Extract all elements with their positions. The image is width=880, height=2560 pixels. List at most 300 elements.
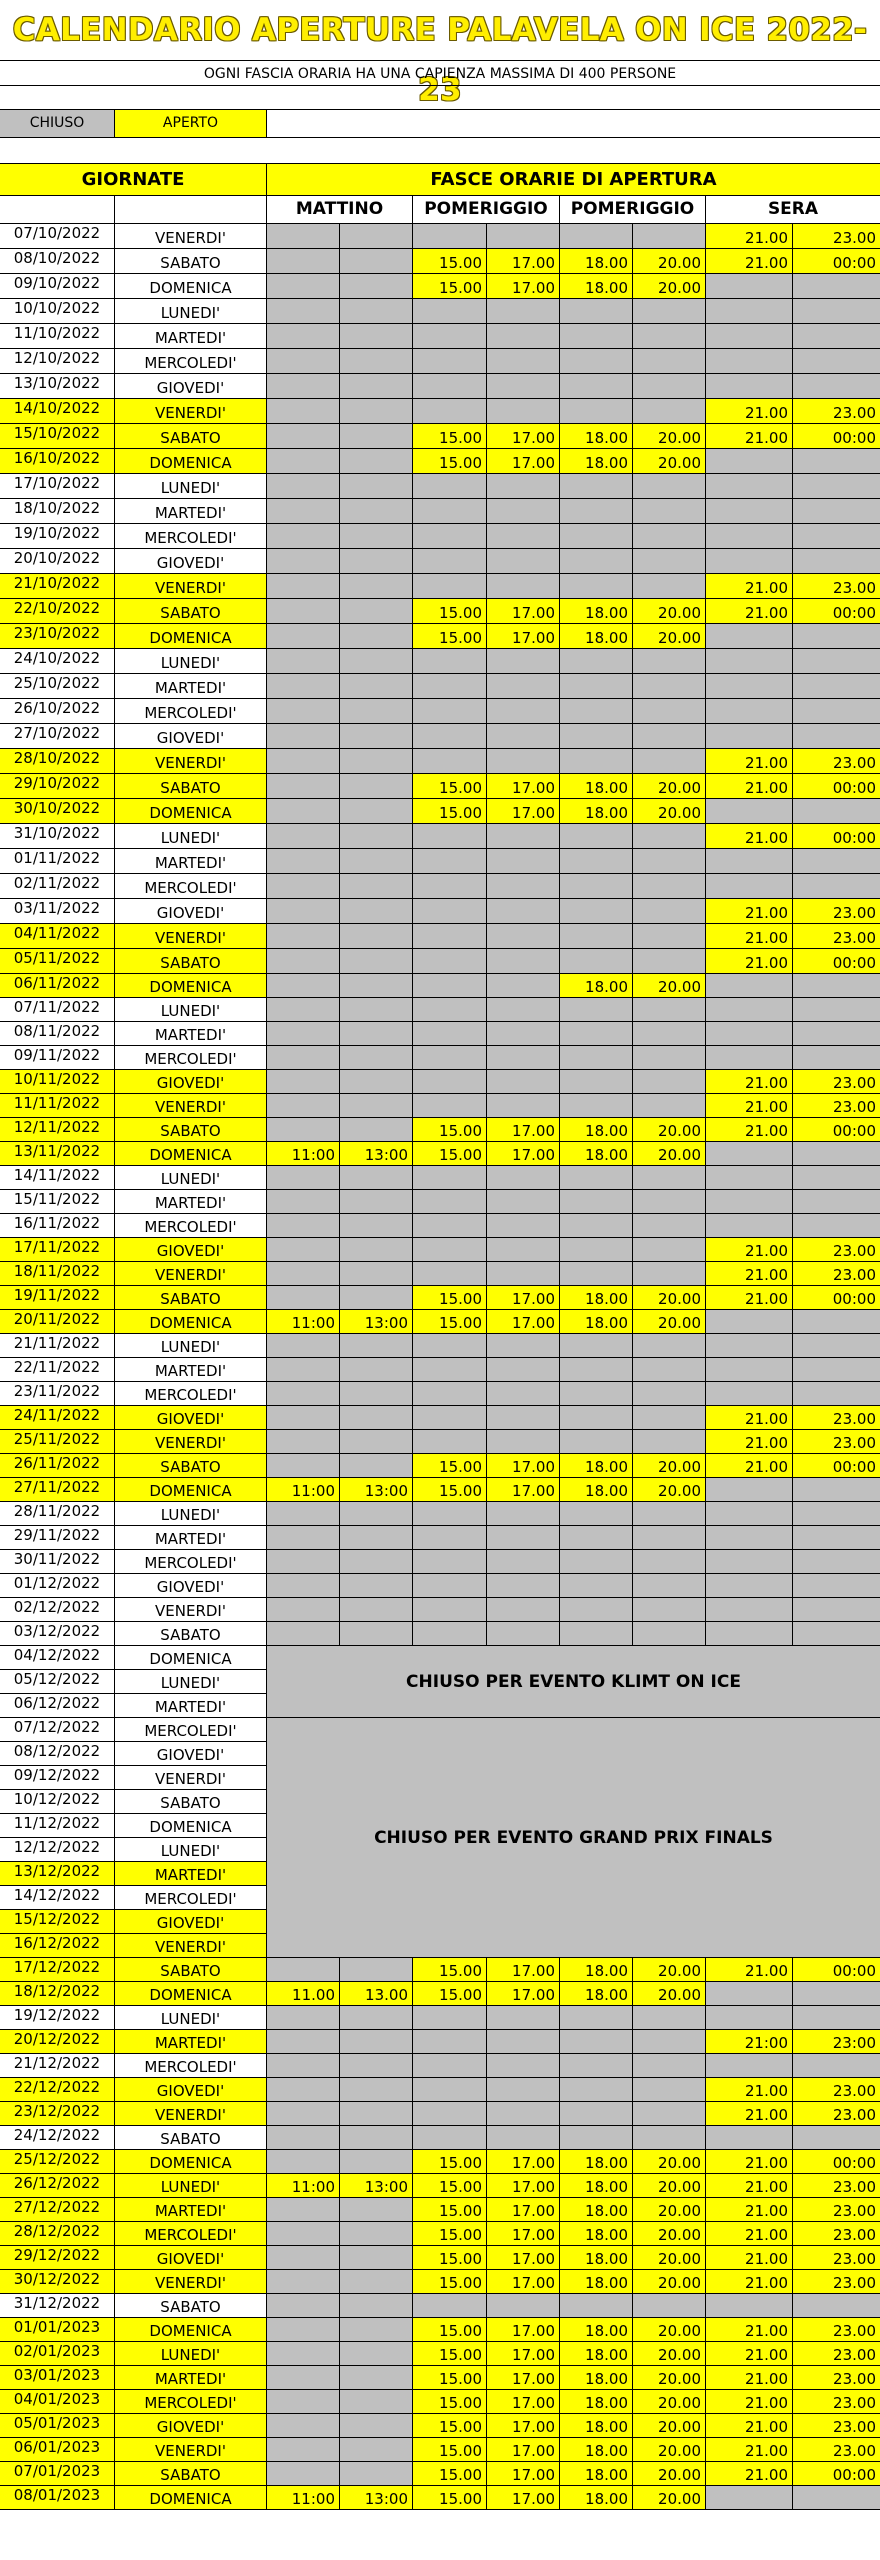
table-row [0,2054,880,2078]
table-row [0,2294,880,2318]
time-slot-cell: 00:00 [793,1958,880,1981]
time-slot-cell [267,1334,340,1357]
time-slot-cell: 21.00 [706,2318,793,2341]
time-slot-cell [560,874,633,898]
time-slot-cell: 21.00 [706,924,793,948]
header-fasce-orarie: FASCE ORARIE DI APERTURA [430,169,717,190]
time-slot-cell: 00:00 [793,949,880,973]
time-slot-cell [267,1238,340,1261]
time-slot-cell [413,2054,487,2077]
time-slot-cell: 11.00 [267,1982,340,2005]
weekday-cell: GIOVEDI' [115,549,267,573]
weekday-cell: DOMENICA [115,274,267,298]
date-cell: 05/11/2022 [0,949,115,973]
time-slot-cell [267,2006,340,2029]
time-slot-cell [633,2126,706,2149]
time-slot-cell: 17.00 [487,2150,560,2173]
time-slot-cell: 15.00 [413,2438,487,2461]
weekday-cell: VENERDI' [115,2102,267,2125]
header-blank-date [0,196,115,223]
date-cell: 22/10/2022 [0,599,115,623]
weekday-cell: LUNEDI' [115,1670,267,1693]
table-row [0,549,880,574]
table-row [0,1046,880,1070]
time-slot-cell [793,324,880,348]
time-slot-cell: 21.00 [706,2222,793,2245]
time-slot-cell [487,674,560,698]
time-slot-cell [793,374,880,398]
time-slot-cell: 21.00 [706,249,793,273]
time-slot-cell [793,1142,880,1165]
time-slot-cell [706,349,793,373]
weekday-cell: LUNEDI' [115,1166,267,1189]
table-row [0,874,880,899]
time-slot-cell [706,799,793,823]
table-row [0,599,880,624]
time-slot-cell [560,2054,633,2077]
time-slot-cell: 23.00 [793,1094,880,1117]
time-slot-cell [267,2246,340,2269]
time-slot-cell [340,2222,413,2245]
time-slot-cell [340,2054,413,2077]
weekday-cell: MARTEDI' [115,849,267,873]
date-cell: 19/11/2022 [0,1286,115,1309]
time-slot-cell [706,1166,793,1189]
time-slot-cell [706,299,793,323]
time-slot-cell [413,1430,487,1453]
weekday-cell: VENERDI' [115,749,267,773]
time-slot-cell [413,2102,487,2125]
table-row [0,2462,880,2486]
date-cell: 26/12/2022 [0,2174,115,2197]
weekday-cell: GIOVEDI' [115,1406,267,1429]
weekday-cell: DOMENICA [115,799,267,823]
time-slot-cell [340,2246,413,2269]
time-slot-cell: 21.00 [706,1070,793,1093]
date-cell: 29/11/2022 [0,1526,115,1549]
time-slot-cell [633,724,706,748]
time-slot-cell [267,1070,340,1093]
time-slot-cell [340,2126,413,2149]
time-slot-cell: 23.00 [793,2246,880,2269]
weekday-cell: DOMENICA [115,1478,267,1501]
time-slot-cell: 17.00 [487,424,560,448]
time-slot-cell [793,1214,880,1237]
time-slot-cell: 11:00 [267,1142,340,1165]
time-slot-cell [487,649,560,673]
time-slot-cell: 15.00 [413,424,487,448]
time-slot-cell [267,549,340,573]
date-cell: 06/11/2022 [0,974,115,997]
time-slot-cell [706,524,793,548]
time-slot-cell: 15.00 [413,599,487,623]
time-slot-cell: 20.00 [633,2390,706,2413]
time-slot-cell [267,299,340,323]
date-cell: 28/12/2022 [0,2222,115,2245]
time-slot-cell [706,699,793,723]
time-slot-cell [706,1622,793,1645]
header-pomeriggio-2: POMERIGGIO [560,196,706,223]
time-slot-cell [340,998,413,1021]
time-slot-cell [340,624,413,648]
time-slot-cell: 17.00 [487,799,560,823]
date-cell: 05/01/2023 [0,2414,115,2437]
date-cell: 16/10/2022 [0,449,115,473]
time-slot-cell [340,424,413,448]
time-slot-cell: 18.00 [560,2366,633,2389]
time-slot-cell [413,1574,487,1597]
date-cell: 28/11/2022 [0,1502,115,1525]
time-slot-cell [487,524,560,548]
time-slot-cell: 21.00 [706,1430,793,1453]
time-slot-cell [487,1214,560,1237]
time-slot-cell: 18.00 [560,1982,633,2005]
time-slot-cell: 15.00 [413,1982,487,2005]
time-slot-cell: 18.00 [560,274,633,298]
weekday-cell: DOMENICA [115,624,267,648]
time-slot-cell [267,2414,340,2437]
table-row [0,749,880,774]
time-slot-cell [487,1022,560,1045]
header-row-main [0,164,880,196]
time-slot-cell [413,1262,487,1285]
table-row [0,1502,880,1526]
time-slot-cell [633,674,706,698]
time-slot-cell: 20.00 [633,2318,706,2341]
time-slot-cell [560,674,633,698]
header-blank-day [115,196,267,223]
time-slot-cell: 20.00 [633,449,706,473]
time-slot-cell: 15.00 [413,799,487,823]
time-slot-cell [340,324,413,348]
time-slot-cell [340,749,413,773]
weekday-cell: LUNEDI' [115,1838,267,1861]
time-slot-cell [633,1430,706,1453]
time-slot-cell: 20.00 [633,2342,706,2365]
time-slot-cell [706,1598,793,1621]
time-slot-cell [560,824,633,848]
time-slot-cell [560,324,633,348]
time-slot-cell [560,299,633,323]
time-slot-cell [633,824,706,848]
time-slot-cell [487,899,560,923]
time-slot-cell: 21.00 [706,1958,793,1981]
table-row [0,1550,880,1574]
time-slot-cell [560,1502,633,1525]
time-slot-cell: 23.00 [793,2078,880,2101]
time-slot-cell [706,1190,793,1213]
date-cell: 27/11/2022 [0,1478,115,1501]
table-row [0,2126,880,2150]
date-cell: 23/12/2022 [0,2102,115,2125]
time-slot-cell [706,374,793,398]
time-slot-cell [267,1526,340,1549]
time-slot-cell [706,1550,793,1573]
time-slot-cell: 18.00 [560,599,633,623]
time-slot-cell: 15.00 [413,1958,487,1981]
time-slot-cell [706,1358,793,1381]
time-slot-cell: 18.00 [560,1478,633,1501]
weekday-cell: MARTEDI' [115,1694,267,1717]
time-slot-cell [487,1094,560,1117]
time-slot-cell: 17.00 [487,599,560,623]
time-slot-cell [340,2366,413,2389]
time-slot-cell: 13:00 [340,1142,413,1165]
time-slot-cell [413,2126,487,2149]
time-slot-cell [487,474,560,498]
closed-event-block: CHIUSO PER EVENTO KLIMT ON ICE [267,1646,880,1718]
time-slot-cell [267,224,340,248]
time-slot-cell [413,1598,487,1621]
time-slot-cell: 15.00 [413,2150,487,2173]
weekday-cell: GIOVEDI' [115,1574,267,1597]
time-slot-cell [267,649,340,673]
time-slot-cell [413,998,487,1021]
time-slot-cell [267,574,340,598]
time-slot-cell: 23.00 [793,2366,880,2389]
time-slot-cell [633,374,706,398]
time-slot-cell [793,1310,880,1333]
time-slot-cell: 20.00 [633,1310,706,1333]
time-slot-cell: 20.00 [633,799,706,823]
time-slot-cell [560,349,633,373]
weekday-cell: GIOVEDI' [115,2246,267,2269]
time-slot-cell [633,1574,706,1597]
time-slot-cell [633,2078,706,2101]
time-slot-cell: 18.00 [560,2318,633,2341]
time-slot-cell [487,1262,560,1285]
weekday-cell: VENERDI' [115,399,267,423]
weekday-cell: GIOVEDI' [115,374,267,398]
time-slot-cell [340,249,413,273]
time-slot-cell [560,949,633,973]
time-slot-cell [633,2030,706,2053]
time-slot-cell [413,2006,487,2029]
time-slot-cell [793,2126,880,2149]
table-row [0,1070,880,1094]
time-slot-cell [706,874,793,898]
time-slot-cell [413,224,487,248]
date-cell: 05/12/2022 [0,1670,115,1693]
time-slot-cell: 21.00 [706,2438,793,2461]
time-slot-cell [706,2054,793,2077]
time-slot-cell: 20.00 [633,424,706,448]
time-slot-cell: 17.00 [487,2462,560,2485]
time-slot-cell [487,1382,560,1405]
time-slot-cell [706,274,793,298]
table-row [0,374,880,399]
weekday-cell: GIOVEDI' [115,1742,267,1765]
time-slot-cell [340,924,413,948]
time-slot-cell: 18.00 [560,249,633,273]
time-slot-cell [267,2102,340,2125]
time-slot-cell [487,1622,560,1645]
time-slot-cell [267,2030,340,2053]
weekday-cell: DOMENICA [115,1310,267,1333]
time-slot-cell: 20.00 [633,2150,706,2173]
date-cell: 25/10/2022 [0,674,115,698]
time-slot-cell [706,1334,793,1357]
time-slot-cell [413,649,487,673]
time-slot-cell [633,2294,706,2317]
time-slot-cell: 20.00 [633,1142,706,1165]
time-slot-cell [413,1190,487,1213]
date-cell: 24/10/2022 [0,649,115,673]
table-row [0,1982,880,2006]
time-slot-cell [487,549,560,573]
time-slot-cell: 00:00 [793,2462,880,2485]
time-slot-cell [340,1622,413,1645]
table-row [0,2078,880,2102]
time-slot-cell [340,1022,413,1045]
time-slot-cell [340,2438,413,2461]
time-slot-cell [267,699,340,723]
date-cell: 20/10/2022 [0,549,115,573]
time-slot-cell: 21.00 [706,2462,793,2485]
weekday-cell: MERCOLEDI' [115,2222,267,2245]
time-slot-cell: 18.00 [560,424,633,448]
date-cell: 07/01/2023 [0,2462,115,2485]
time-slot-cell: 13:00 [340,1478,413,1501]
weekday-cell: VENERDI' [115,2438,267,2461]
time-slot-cell [267,2270,340,2293]
weekday-cell: SABATO [115,1118,267,1141]
time-slot-cell [706,2294,793,2317]
time-slot-cell [793,674,880,698]
table-row [0,2318,880,2342]
time-slot-cell: 21.00 [706,574,793,598]
time-slot-cell [793,649,880,673]
time-slot-cell [793,349,880,373]
date-cell: 21/11/2022 [0,1334,115,1357]
date-cell: 31/12/2022 [0,2294,115,2317]
time-slot-cell [340,874,413,898]
date-cell: 15/11/2022 [0,1190,115,1213]
time-slot-cell [633,1046,706,1069]
table-row [0,2006,880,2030]
time-slot-cell [487,374,560,398]
time-slot-cell [267,2198,340,2221]
time-slot-cell [413,699,487,723]
time-slot-cell [413,1238,487,1261]
time-slot-cell [413,399,487,423]
time-slot-cell [793,2006,880,2029]
time-slot-cell [267,2222,340,2245]
time-slot-cell: 15.00 [413,1118,487,1141]
time-slot-cell [793,1046,880,1069]
time-slot-cell [267,899,340,923]
closed-event-block: CHIUSO PER EVENTO GRAND PRIX FINALS [267,1718,880,1958]
time-slot-cell [340,349,413,373]
weekday-cell: MERCOLEDI' [115,874,267,898]
time-slot-cell [560,2294,633,2317]
time-slot-cell: 18.00 [560,449,633,473]
table-row [0,2198,880,2222]
time-slot-cell [560,749,633,773]
time-slot-cell: 17.00 [487,1142,560,1165]
time-slot-cell: 18.00 [560,1958,633,1981]
table-row [0,224,880,249]
weekday-cell: MARTEDI' [115,1526,267,1549]
weekday-cell: DOMENICA [115,974,267,997]
date-cell: 22/12/2022 [0,2078,115,2101]
weekday-cell: DOMENICA [115,1982,267,2005]
date-cell: 10/11/2022 [0,1070,115,1093]
time-slot-cell [793,1574,880,1597]
time-slot-cell [560,1406,633,1429]
time-slot-cell [340,799,413,823]
weekday-cell: LUNEDI' [115,2174,267,2197]
date-cell: 07/11/2022 [0,998,115,1021]
time-slot-cell: 21.00 [706,949,793,973]
time-slot-cell: 15.00 [413,2390,487,2413]
time-slot-cell [793,1622,880,1645]
time-slot-cell [706,724,793,748]
time-slot-cell [340,1502,413,1525]
time-slot-cell [267,774,340,798]
time-slot-cell [487,1238,560,1261]
weekday-cell: DOMENICA [115,1142,267,1165]
time-slot-cell: 20.00 [633,1118,706,1141]
table-row [0,949,880,974]
date-cell: 01/11/2022 [0,849,115,873]
time-slot-cell: 20.00 [633,2174,706,2197]
date-cell: 04/01/2023 [0,2390,115,2413]
weekday-cell: MERCOLEDI' [115,1046,267,1069]
table-row [0,299,880,324]
time-slot-cell [340,274,413,298]
time-slot-cell: 11:00 [267,1478,340,1501]
time-slot-cell: 15.00 [413,2222,487,2245]
time-slot-cell [267,1022,340,1045]
time-slot-cell: 00:00 [793,249,880,273]
time-slot-cell [793,724,880,748]
weekday-cell: SABATO [115,424,267,448]
weekday-cell: MERCOLEDI' [115,349,267,373]
weekday-cell: LUNEDI' [115,1334,267,1357]
time-slot-cell [267,849,340,873]
time-slot-cell: 23.00 [793,924,880,948]
time-slot-cell [633,474,706,498]
legend-open: APERTO [115,110,267,137]
time-slot-cell [413,2030,487,2053]
time-slot-cell [340,849,413,873]
time-slot-cell: 00:00 [793,424,880,448]
time-slot-cell: 00:00 [793,2150,880,2173]
time-slot-cell: 23.00 [793,2390,880,2413]
date-cell: 27/12/2022 [0,2198,115,2221]
time-slot-cell: 17.00 [487,2342,560,2365]
weekday-cell: GIOVEDI' [115,1238,267,1261]
time-slot-cell: 18.00 [560,2222,633,2245]
time-slot-cell [793,1358,880,1381]
time-slot-cell [267,449,340,473]
time-slot-cell [413,549,487,573]
time-slot-cell [487,2102,560,2125]
time-slot-cell: 15.00 [413,1142,487,1165]
time-slot-cell: 18.00 [560,2438,633,2461]
time-slot-cell [633,2054,706,2077]
time-slot-cell: 15.00 [413,2462,487,2485]
time-slot-cell [267,1574,340,1597]
weekday-cell: LUNEDI' [115,299,267,323]
time-slot-cell: 18.00 [560,2246,633,2269]
table-row [0,1358,880,1382]
time-slot-cell: 18.00 [560,2174,633,2197]
time-slot-cell [267,974,340,997]
time-slot-cell: 15.00 [413,1286,487,1309]
time-slot-cell [340,1094,413,1117]
